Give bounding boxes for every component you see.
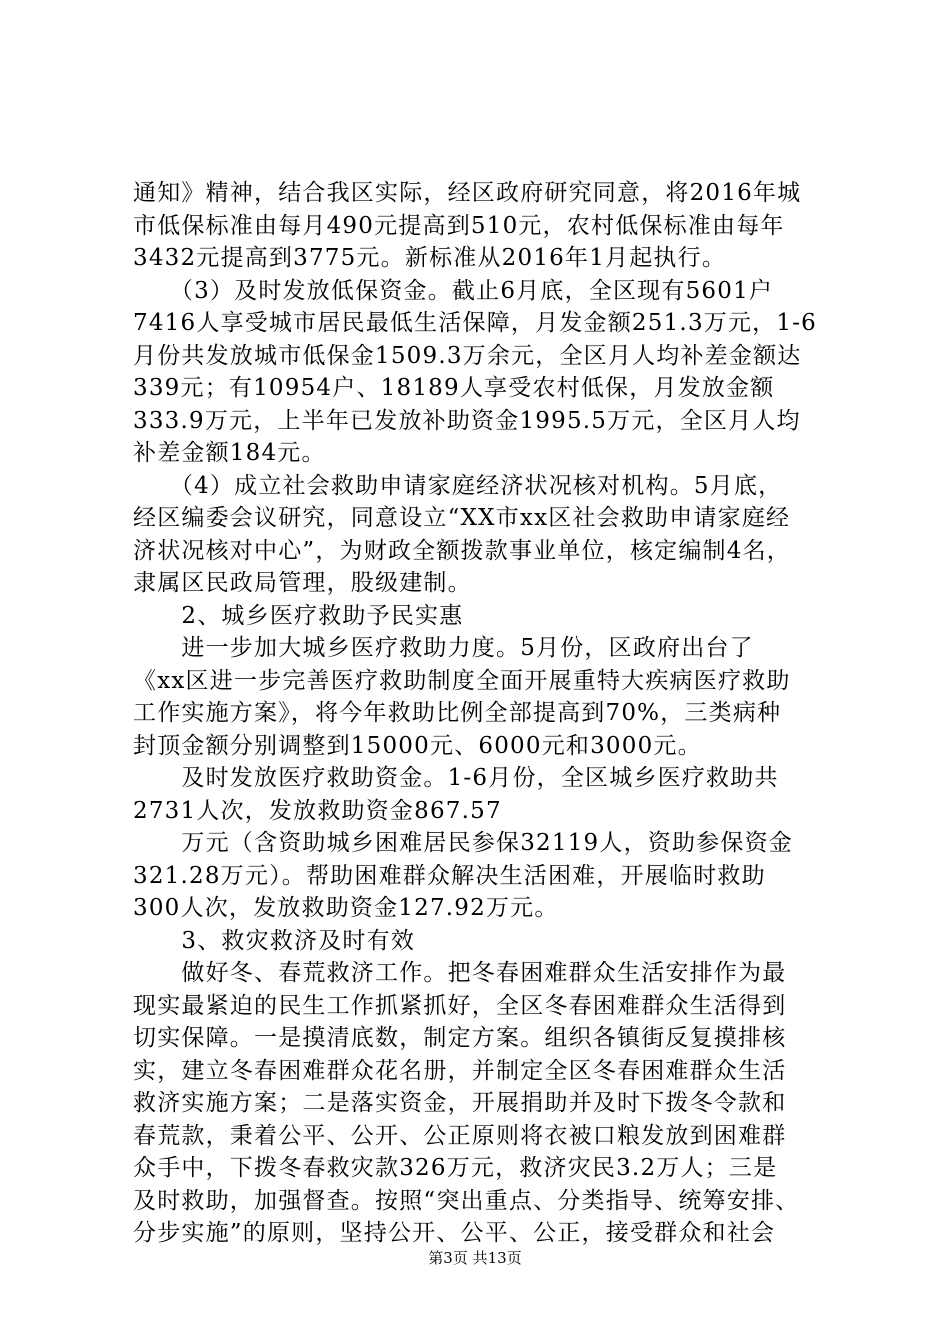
text-line: 通知》精神，结合我区实际，经区政府研究同意，将2016年城 [133, 180, 802, 206]
text-line: 救济实施方案；二是落实资金，开展捐助并及时下拨冬令款和 [133, 1090, 787, 1116]
text-line: 切实保障。一是摸清底数，制定方案。组织各镇街反复摸排核 [133, 1025, 787, 1051]
text-line: 实，建立冬春困难群众花名册，并制定全区冬春困难群众生活 [133, 1057, 787, 1084]
text-line: 众手中，下拨冬春救灾款326万元，救济灾民3.2万人；三是 [133, 1155, 778, 1181]
text-line: 及时救助，加强督查。按照“突出重点、分类指导、统筹安排、 [133, 1187, 800, 1214]
text-line: 339元；有10954户、18189人享受农村低保，月发放金额 [133, 375, 775, 401]
text-line: 工作实施方案》，将今年救助比例全部提高到70%，三类病种 [133, 700, 782, 726]
text-line: 济状况核对中心”，为财政全额拨款事业单位，核定编制4名， [133, 537, 791, 564]
document-body [133, 177, 833, 1250]
text-line: 2731人次，发放救助资金867.57 [133, 797, 502, 824]
text-line: 2、城乡医疗救助予民实惠 [133, 602, 464, 629]
text-line: 做好冬、春荒救济工作。把冬春困难群众生活安排作为最 [133, 960, 787, 986]
text-line: 月份共发放城市低保金1509.3万余元，全区月人均补差金额达 [133, 342, 802, 369]
text-line: 补差金额184元。 [133, 440, 326, 466]
text-line: 封顶金额分别调整到15000元、6000元和3000元。 [133, 732, 702, 759]
text-line: 春荒款，秉着公平、公开、公正原则将衣被口粮发放到困难群 [133, 1122, 787, 1149]
text-line: 现实最紧迫的民生工作抓紧抓好，全区冬春困难群众生活得到 [133, 992, 787, 1019]
text-line: 隶属区民政局管理，股级建制。 [133, 570, 472, 596]
text-line: （3）及时发放低保资金。截止6月底，全区现有5601户 [133, 277, 774, 304]
text-line: 3、救灾救济及时有效 [133, 927, 416, 954]
text-line: 市低保标准由每月490元提高到510元，农村低保标准由每年 [133, 212, 785, 239]
text-line: 7416人享受城市居民最低生活保障，月发金额251.3万元，1-6 [133, 310, 818, 336]
text-line: 万元（含资助城乡困难居民参保32119人，资助参保资金 [133, 830, 793, 856]
text-line: 300人次，发放救助资金127.92万元。 [133, 895, 559, 921]
text-line: 333.9万元，上半年已发放补助资金1995.5万元，全区月人均 [133, 407, 801, 434]
text-line: 及时发放医疗救助资金。1-6月份，全区城乡医疗救助共 [133, 765, 779, 791]
text-line: 321.28万元）。帮助困难群众解决生活困难，开展临时救助 [133, 862, 766, 889]
text-line: 《xx区进一步完善医疗救助制度全面开展重特大疾病医疗救助 [133, 667, 791, 694]
text-line: 进一步加大城乡医疗救助力度。5月份，区政府出台了 [133, 635, 754, 661]
text-line: 经区编委会议研究，同意设立“XX市xx区社会救助申请家庭经 [133, 505, 791, 531]
text-line: 分步实施”的原则，坚持公开、公平、公正，接受群众和社会 [133, 1220, 776, 1246]
text-line: 3432元提高到3775元。新标准从2016年1月起执行。 [133, 245, 727, 271]
page-footer: 第3页 共13页 [428, 1249, 522, 1267]
text-line: （4）成立社会救助申请家庭经济状况核对机构。5月底， [133, 472, 783, 499]
